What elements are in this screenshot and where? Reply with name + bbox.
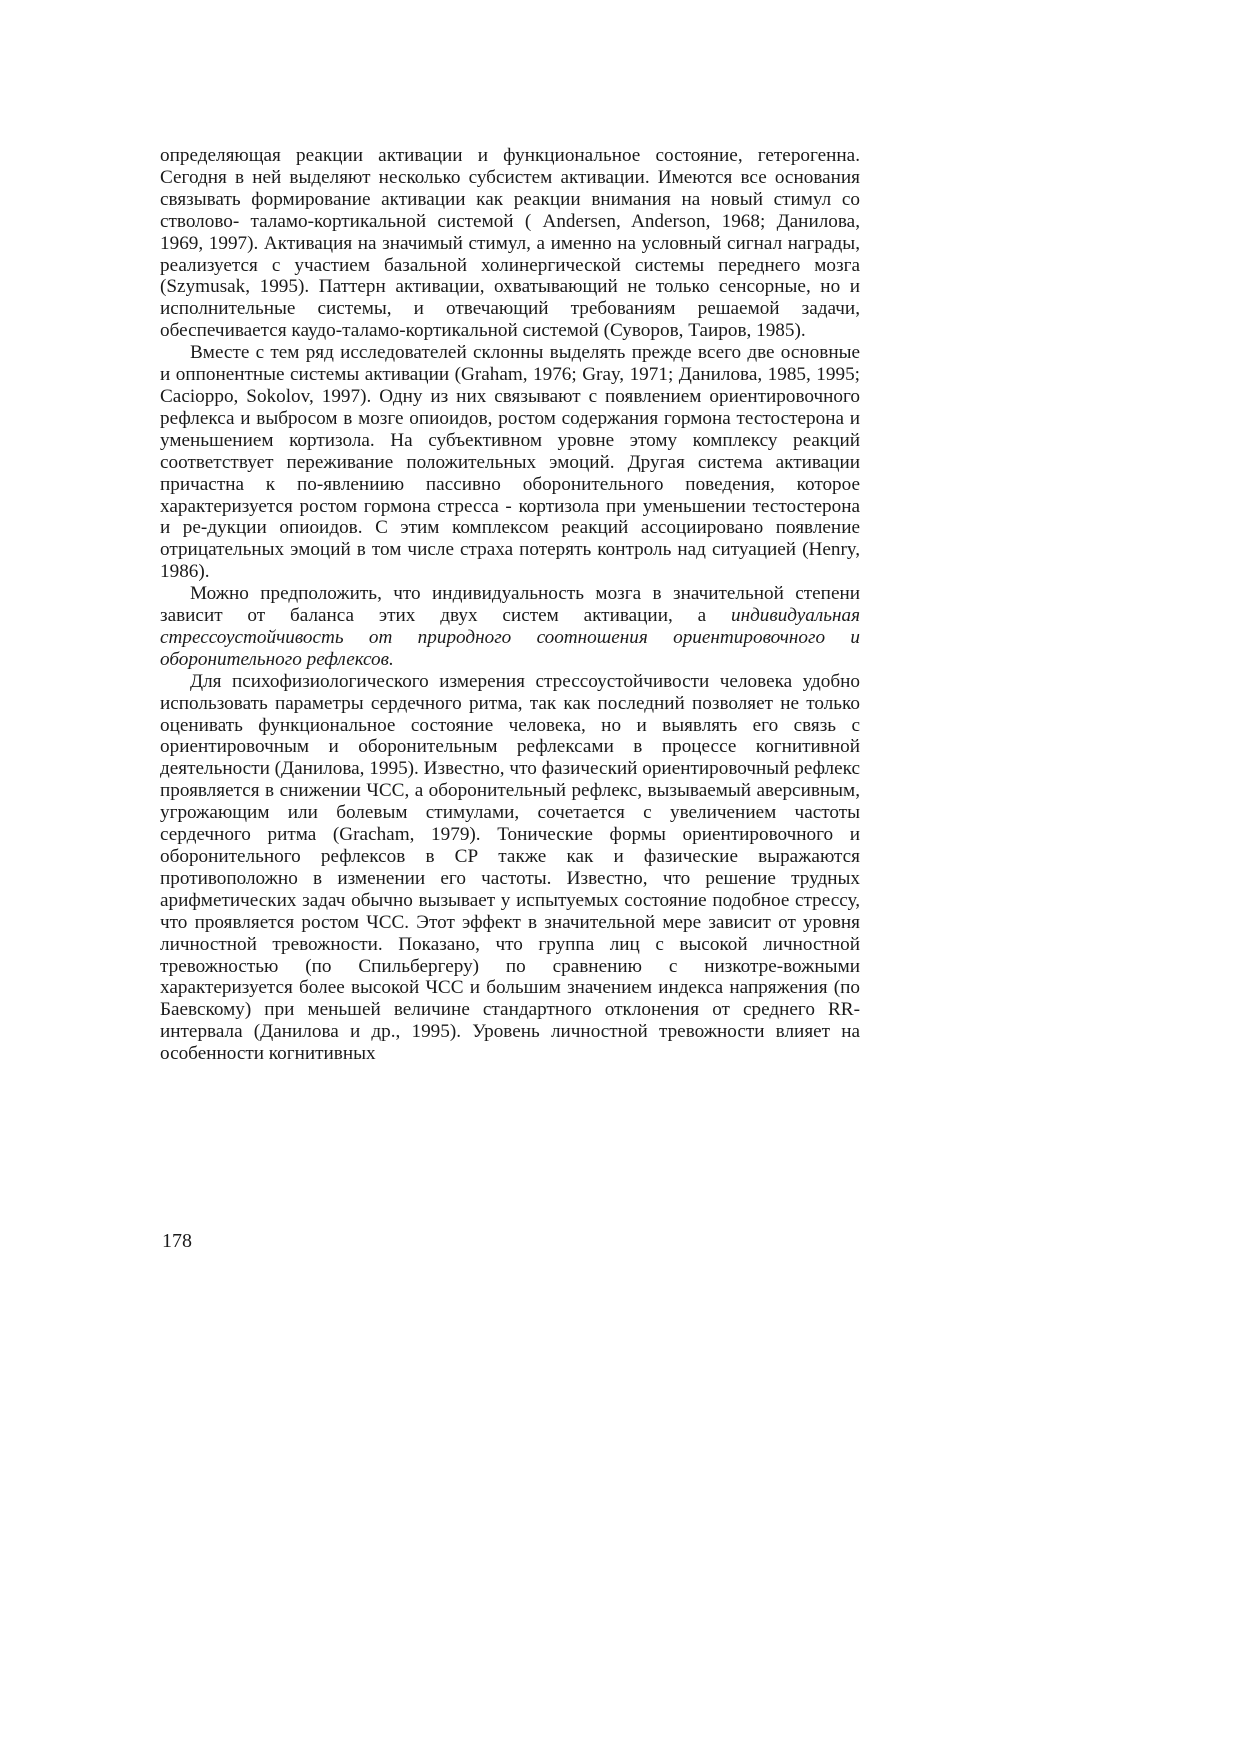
body-text <box>160 145 860 1065</box>
paragraph-4: Для психофизиологического измерения стрессоустойчивости человека удобно использовать параметры сердечного ритма, так как последний позволяет не только оценивать функциональное состояние человека, но и выявлять его связь с ориентировочным и оборонительным рефлексами в процессе когнитивной деятельности (Данилова, 1995). Известно, что фазический ориентировочный рефлекс проявляется в снижении ЧСС, а оборонительный рефлекс, вызываемый аверсивным, угрожающим или болевым стимулами, сочетается с увеличением частоты сердечного ритма (Gracham, 1979). Тонические формы ориентировочного и оборонительного рефлексов в СР также как и фазические выражаются противоположно в изменении его частоты. Известно, что решение трудных арифметических задач обычно вызывает у испытуемых состояние подобное стрессу, что проявляется ростом ЧСС. Этот эффект в значительной мере зависит от уровня личностной тревожности. Показано, что группа лиц с высокой личностной тревожностью (по Спильбергеру) по сравнению с низкотре-вожными характеризуется более высокой ЧСС и большим значением индекса напряжения (по Баевскому) при меньшей величине стандартного отклонения от среднего RR-интервала (Данилова и др., 1995). Уровень личностной тревожности влияет на особенности когнитивных <box>160 670 860 1065</box>
paragraph-3-regular-text: Можно предположить, что индивидуальность мозга в значительной степени зависит от баланса этих двух систем активации, а <box>160 583 860 627</box>
paragraph-3-italic-text: индивидуальная стрессоустойчивость от природного соотношения ориентировочного и оборонительного рефлексов. <box>160 605 860 670</box>
paragraph-2: Вместе с тем ряд исследователей склонны выделять прежде всего две основные и оппонентные системы активации (Graham, 1976; Gray, 1971; Данилова, 1985, 1995; Cacioppo, Sokolov, 1997). Одну из них связывают с появлением ориентировочного рефлекса и выбросом в мозге опиоидов, ростом содержания гормона тестостерона и уменьшением кортизола. На субъективном уровне этому комплексу реакций соответствует переживание положительных эмоций. Другая система активации причастна к по-явлениию пассивно оборонительного поведения, которое характеризуется ростом гормона стресса - кортизола при уменьшении тестостерона и ре-дукции опиоидов. С этим комплексом реакций ассоциировано появление отрицательных эмоций в том числе страха потерять контроль над ситуацией (Henry, 1986). <box>160 342 860 583</box>
page-number: 178 <box>162 1230 192 1252</box>
paragraph-1: определяющая реакции активации и функциональное состояние, гетерогенна. Сегодня в ней выделяют несколько субсистем активации. Имеются все основания связывать формирование активации как реакции внимания на новый стимул со стволово- таламо-кортикальной системой ( Andersen, Anderson, 1968; Данилова, 1969, 1997). Активация на значимый стимул, а именно на условный сигнал награды, реализуется с участием базальной холинергической системы переднего мозга (Szymusak, 1995). Паттерн активации, охватывающий не только сенсорные, но и исполнительные системы, и отвечающий требованиям решаемой задачи, обеспечивается каудо-таламо-кортикальной системой (Суворов, Таиров, 1985). <box>160 145 860 342</box>
paragraph-3 <box>160 583 860 671</box>
